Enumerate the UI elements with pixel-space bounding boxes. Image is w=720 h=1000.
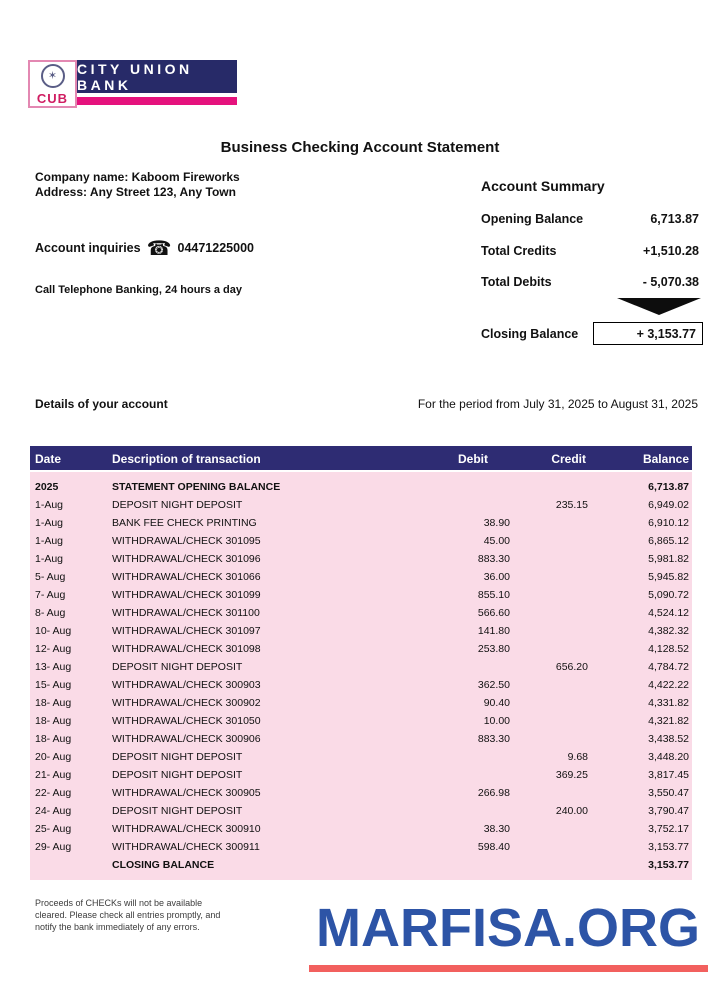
cell-desc: WITHDRAWAL/CHECK 300903	[112, 679, 261, 691]
cell-credit: 656.20	[555, 661, 588, 673]
cell-credit	[512, 514, 590, 532]
header-description: Description of transaction	[112, 452, 261, 466]
table-row	[30, 478, 692, 496]
table-row	[30, 550, 692, 568]
cell-debit	[420, 856, 512, 874]
cell-balance: 4,382.32	[648, 625, 689, 637]
table-row	[30, 604, 692, 622]
statement-period: For the period from July 31, 2025 to August 31, 2025	[417, 397, 698, 411]
table-row	[30, 532, 692, 550]
cell-debit	[420, 802, 512, 820]
cell-date: 20- Aug	[35, 751, 72, 763]
header-debit: Debit	[458, 452, 488, 466]
table-row	[30, 676, 692, 694]
cell-credit	[512, 820, 590, 838]
cub-abbr-label: CUB	[36, 91, 69, 106]
summary-heading: Account Summary	[481, 178, 605, 194]
cell-balance: 6,949.02	[648, 499, 689, 511]
cell-debit: 36.00	[483, 571, 510, 583]
cell-desc: STATEMENT OPENING BALANCE	[112, 481, 281, 493]
summary-value: 6,713.87	[650, 212, 699, 226]
cell-balance: 4,331.82	[648, 697, 689, 709]
table-row	[30, 658, 692, 676]
cell-debit: 38.90	[483, 517, 510, 529]
summary-label: Opening Balance	[481, 212, 584, 226]
cell-balance: 3,790.47	[648, 805, 689, 817]
cell-credit	[512, 604, 590, 622]
cell-date: 10- Aug	[35, 625, 72, 637]
cell-desc: WITHDRAWAL/CHECK 301098	[112, 643, 261, 655]
telephone-icon: ☎	[146, 236, 172, 260]
table-row	[30, 694, 692, 712]
table-row	[30, 586, 692, 604]
cell-desc: WITHDRAWAL/CHECK 301066	[112, 571, 261, 583]
cell-debit: 10.00	[483, 715, 510, 727]
cell-credit	[512, 550, 590, 568]
cell-debit: 362.50	[477, 679, 510, 691]
cell-desc: WITHDRAWAL/CHECK 301100	[112, 607, 260, 619]
header-date: Date	[35, 452, 62, 466]
table-row	[30, 712, 692, 730]
cell-date: 1-Aug	[35, 517, 64, 529]
cell-credit: 235.15	[555, 499, 588, 511]
cell-balance: 6,910.12	[648, 517, 689, 529]
cell-desc: DEPOSIT NIGHT DEPOSIT	[112, 769, 243, 781]
footer-smallprint	[35, 897, 220, 933]
cell-balance: 5,981.82	[648, 553, 689, 565]
company-block	[35, 170, 240, 200]
logo-stripe	[77, 97, 237, 105]
transactions-table	[30, 446, 692, 880]
table-row	[30, 820, 692, 838]
cell-desc: DEPOSIT NIGHT DEPOSIT	[112, 751, 243, 763]
table-row	[30, 856, 692, 874]
cell-balance: 4,784.72	[648, 661, 689, 673]
cell-debit: 883.30	[477, 553, 510, 565]
cell-date: 24- Aug	[35, 805, 72, 817]
cell-credit	[512, 694, 590, 712]
header-credit: Credit	[551, 452, 586, 466]
cell-date: 1-Aug	[35, 535, 64, 547]
page-title: Business Checking Account Statement	[220, 139, 500, 156]
cell-debit: 141.80	[477, 625, 510, 637]
cell-debit	[420, 766, 512, 784]
cell-desc: DEPOSIT NIGHT DEPOSIT	[112, 661, 243, 673]
cell-debit	[420, 748, 512, 766]
cell-desc: DEPOSIT NIGHT DEPOSIT	[112, 499, 243, 511]
cell-date: 29- Aug	[35, 841, 72, 853]
cell-credit	[512, 856, 590, 874]
marfisa-wordmark: MARFISA.ORG	[316, 898, 700, 958]
cell-credit	[512, 676, 590, 694]
closing-balance-box: + 3,153.77	[593, 322, 703, 345]
cell-balance: 4,321.82	[648, 715, 689, 727]
table-row	[30, 514, 692, 532]
cell-balance: 3,153.77	[648, 859, 689, 871]
down-triangle-icon	[617, 298, 701, 315]
cell-debit	[420, 658, 512, 676]
company-name: Company name: Kaboom Fireworks	[35, 170, 240, 184]
cell-date: 18- Aug	[35, 715, 72, 727]
cell-date: 18- Aug	[35, 697, 72, 709]
cell-debit: 598.40	[477, 841, 510, 853]
cell-balance: 3,153.77	[648, 841, 689, 853]
cell-date: 15- Aug	[35, 679, 72, 691]
cell-credit	[512, 730, 590, 748]
cell-desc: WITHDRAWAL/CHECK 301099	[112, 589, 261, 601]
cub-logo-box	[28, 60, 77, 108]
bank-logo	[28, 60, 237, 108]
cell-balance: 3,550.47	[648, 787, 689, 799]
account-inquiries	[35, 236, 254, 260]
cell-balance: 5,090.72	[648, 589, 689, 601]
smallprint-line: notify the bank immediately of any errors.	[35, 922, 200, 932]
cell-debit	[420, 478, 512, 496]
inquiries-phone: 04471225000	[177, 241, 254, 255]
closing-balance-label: Closing Balance	[481, 327, 579, 341]
cell-debit: 90.40	[483, 697, 510, 709]
cell-desc: DEPOSIT NIGHT DEPOSIT	[112, 805, 243, 817]
transactions-body	[30, 472, 692, 880]
cell-desc: WITHDRAWAL/CHECK 301050	[112, 715, 261, 727]
cell-credit	[512, 586, 590, 604]
cell-balance: 4,128.52	[648, 643, 689, 655]
cell-credit	[512, 622, 590, 640]
summary-row-opening	[481, 212, 702, 226]
cell-credit	[512, 784, 590, 802]
table-row	[30, 730, 692, 748]
bank-name-label: CITY UNION BANK	[77, 60, 237, 93]
cub-emblem-icon: ✶	[41, 64, 65, 88]
table-header	[30, 446, 692, 472]
cell-balance: 3,438.52	[648, 733, 689, 745]
summary-label: Total Credits	[481, 244, 557, 258]
cell-credit	[512, 478, 590, 496]
table-row	[30, 748, 692, 766]
cell-balance: 6,865.12	[648, 535, 689, 547]
cell-debit: 253.80	[477, 643, 510, 655]
cell-desc: WITHDRAWAL/CHECK 300911	[112, 841, 260, 853]
cell-credit: 9.68	[567, 751, 588, 763]
header-balance: Balance	[642, 452, 689, 466]
summary-row-credits	[481, 244, 702, 258]
cell-desc: WITHDRAWAL/CHECK 300906	[112, 733, 261, 745]
table-row	[30, 802, 692, 820]
telephone-banking-note: Call Telephone Banking, 24 hours a day	[35, 284, 243, 296]
cell-desc: WITHDRAWAL/CHECK 300905	[112, 787, 261, 799]
summary-row-debits	[481, 275, 702, 289]
cell-date: 18- Aug	[35, 733, 72, 745]
cell-desc: CLOSING BALANCE	[112, 859, 215, 871]
cell-date: 5- Aug	[35, 571, 66, 583]
cell-debit: 883.30	[477, 733, 510, 745]
summary-value: - 5,070.38	[642, 275, 699, 289]
cell-credit: 240.00	[555, 805, 588, 817]
marfisa-logo	[306, 893, 710, 972]
cell-balance: 3,752.17	[648, 823, 689, 835]
cell-desc: WITHDRAWAL/CHECK 301096	[112, 553, 261, 565]
cell-balance: 5,945.82	[648, 571, 689, 583]
cell-date: 7- Aug	[35, 589, 66, 601]
cell-debit: 266.98	[477, 787, 510, 799]
cell-credit: 369.25	[555, 769, 588, 781]
cell-debit: 855.10	[477, 589, 510, 601]
table-row	[30, 622, 692, 640]
cell-date: 1-Aug	[35, 553, 64, 565]
cell-balance: 6,713.87	[648, 481, 689, 493]
cell-desc: WITHDRAWAL/CHECK 300910	[112, 823, 261, 835]
cell-desc: WITHDRAWAL/CHECK 300902	[112, 697, 261, 709]
cell-desc: WITHDRAWAL/CHECK 301097	[112, 625, 261, 637]
cell-credit	[512, 568, 590, 586]
cell-credit	[512, 712, 590, 730]
cell-credit	[512, 640, 590, 658]
table-row	[30, 568, 692, 586]
cell-balance: 3,448.20	[648, 751, 689, 763]
table-row	[30, 766, 692, 784]
details-heading: Details of your account	[35, 397, 168, 411]
cell-date: 2025	[35, 481, 59, 493]
account-summary	[481, 178, 702, 341]
cell-credit	[512, 532, 590, 550]
smallprint-line: cleared. Please check all entries promptly, and	[35, 910, 221, 920]
cell-date: 25- Aug	[35, 823, 72, 835]
marfisa-underline	[309, 965, 708, 972]
cell-balance: 4,422.22	[648, 679, 689, 691]
cell-date: 8- Aug	[35, 607, 66, 619]
bank-logo-right	[77, 60, 237, 108]
inquiries-label: Account inquiries	[35, 241, 141, 255]
cell-balance: 3,817.45	[648, 769, 689, 781]
cell-desc: BANK FEE CHECK PRINTING	[112, 517, 257, 529]
summary-value: +1,510.28	[643, 244, 699, 258]
cell-credit	[512, 838, 590, 856]
table-row	[30, 640, 692, 658]
cell-date: 22- Aug	[35, 787, 72, 799]
cell-debit: 45.00	[483, 535, 510, 547]
cell-date	[30, 856, 112, 874]
table-row	[30, 784, 692, 802]
summary-label: Total Debits	[481, 275, 552, 289]
company-address: Address: Any Street 123, Any Town	[35, 185, 236, 199]
table-row	[30, 496, 692, 514]
cell-desc: WITHDRAWAL/CHECK 301095	[112, 535, 261, 547]
cell-balance: 4,524.12	[648, 607, 689, 619]
cell-date: 13- Aug	[35, 661, 72, 673]
cell-date: 12- Aug	[35, 643, 72, 655]
cell-debit: 38.30	[483, 823, 510, 835]
table-row	[30, 838, 692, 856]
cell-debit: 566.60	[477, 607, 510, 619]
cell-date: 21- Aug	[35, 769, 72, 781]
cell-date: 1-Aug	[35, 499, 64, 511]
smallprint-line: Proceeds of CHECKs will not be available	[35, 898, 203, 908]
cell-debit	[420, 496, 512, 514]
